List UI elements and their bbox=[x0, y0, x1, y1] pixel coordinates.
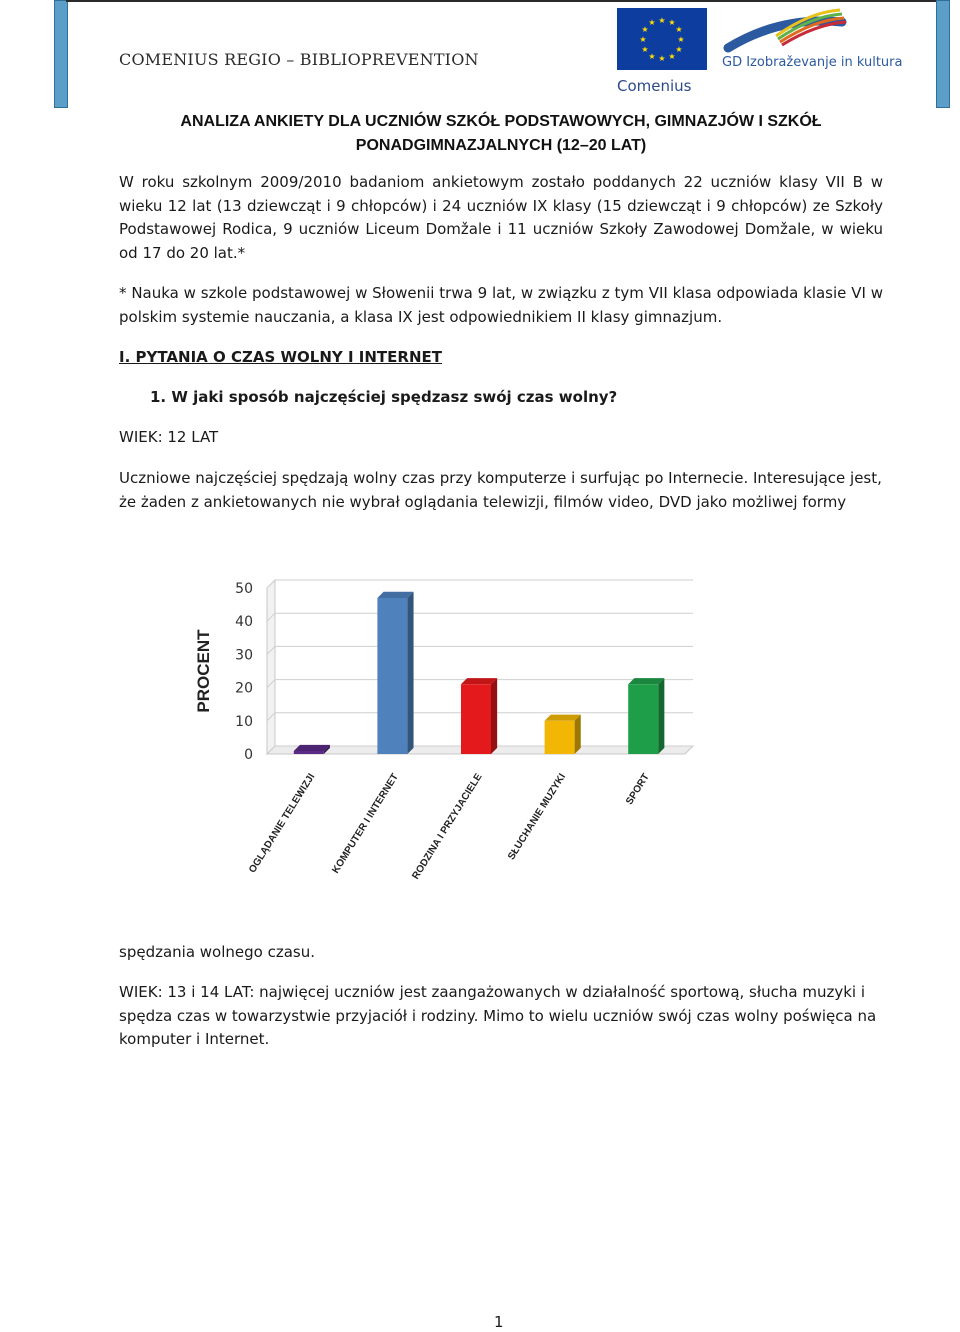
y-tick-label: 20 bbox=[235, 680, 253, 697]
result-12-paragraph: Uczniowe najczęściej spędzają wolny czas przy komputerze i surfując po Internecie. Interesujące jest, że żaden z ankietowanych nie wybrał oglądania telewizji, filmów video, DVD jako możliwej formy bbox=[119, 469, 882, 511]
chart-side-wall bbox=[267, 580, 275, 754]
chart-gridline bbox=[267, 580, 693, 588]
chart-gridline bbox=[267, 613, 693, 621]
age-12-label: WIEK: 12 LAT bbox=[119, 428, 219, 446]
question-heading: 1. W jaki sposób najczęściej spędzasz swój czas wolny? bbox=[150, 388, 618, 406]
gd-logo-text: GD Izobraževanje in kultura bbox=[722, 55, 903, 70]
left-margin-bar bbox=[54, 0, 68, 108]
svg-text:★: ★ bbox=[675, 45, 683, 54]
bar-side bbox=[491, 678, 497, 754]
x-category-label: SŁUCHANIE MUZYKI bbox=[506, 771, 569, 862]
result-12-continuation: spędzania wolnego czasu. bbox=[119, 943, 316, 961]
bar-side bbox=[658, 678, 664, 754]
document-title bbox=[119, 110, 883, 158]
svg-text:★: ★ bbox=[648, 52, 656, 61]
x-category-label: SPORT bbox=[624, 771, 652, 807]
svg-text:★: ★ bbox=[677, 35, 685, 44]
header-rule bbox=[66, 0, 936, 2]
x-category-label: KOMPUTER I INTERNET bbox=[330, 771, 401, 876]
bar-3 bbox=[545, 721, 575, 754]
bar-top bbox=[545, 715, 581, 721]
free-time-bar-chart bbox=[185, 566, 705, 886]
svg-text:★: ★ bbox=[658, 54, 666, 63]
svg-text:★: ★ bbox=[641, 25, 649, 34]
bar-top bbox=[628, 678, 664, 684]
svg-text:★: ★ bbox=[668, 18, 676, 27]
document-title-line-2: PONADGIMNAZJALNYCH (12–20 LAT) bbox=[355, 137, 647, 154]
y-tick-label: 0 bbox=[244, 747, 253, 763]
eu-flag-logo bbox=[617, 8, 707, 70]
chart-gridline bbox=[267, 646, 693, 654]
svg-text:★: ★ bbox=[675, 25, 683, 34]
header-title: COMENIUS REGIO – BIBLIOPREVENTION bbox=[119, 50, 479, 69]
intro-paragraph: W roku szkolnym 2009/2010 badaniom ankietowym zostało poddanych 22 uczniów klasy VII B w wieku 12 lat (13 dziewcząt i 9 chłopców) i 24 uczniów IX klasy (15 dziewcząt i 9 chłopców) ze Szkoły Podstawowej Rodica, 9 uczniów Liceum Domžale i 11 uczniów Szkoły Zawodowej Domžale, w wieku od 17 do 20 lat.* bbox=[119, 173, 883, 262]
right-margin-bar bbox=[936, 0, 950, 108]
y-tick-label: 30 bbox=[235, 647, 253, 664]
bar-side bbox=[575, 715, 581, 754]
x-category-label: RODZINA I PRZYJACIELE bbox=[410, 771, 485, 882]
y-tick-label: 40 bbox=[235, 614, 253, 631]
page-number: 1 bbox=[494, 1313, 504, 1331]
svg-text:★: ★ bbox=[658, 16, 666, 25]
section-heading: I. PYTANIA O CZAS WOLNY I INTERNET bbox=[119, 348, 442, 366]
age-13-14-label: WIEK: 13 i 14 LAT: bbox=[119, 983, 255, 1001]
bar-0 bbox=[294, 751, 324, 754]
gd-logo-icon bbox=[720, 6, 885, 58]
x-category-label: OGLĄDANIE TELEWIZJI bbox=[247, 771, 318, 876]
y-axis-label: PROCENT bbox=[194, 629, 213, 713]
bar-2 bbox=[461, 684, 491, 754]
bar-top bbox=[461, 678, 497, 684]
bar-1 bbox=[377, 598, 407, 754]
bar-top bbox=[294, 745, 330, 751]
svg-text:★: ★ bbox=[641, 45, 649, 54]
footnote-paragraph: * Nauka w szkole podstawowej w Słowenii trwa 9 lat, w związku z tym VII klasa odpowiada klasie VI w polskim systemie nauczania, a klasa IX jest odpowiednikiem II klasy gimnazjum. bbox=[119, 284, 883, 326]
bar-side bbox=[407, 592, 413, 754]
bar-4 bbox=[628, 684, 658, 754]
svg-text:★: ★ bbox=[668, 52, 676, 61]
y-tick-label: 50 bbox=[235, 581, 253, 597]
comenius-logo-text: Comenius bbox=[617, 77, 692, 95]
document-title-line-1: ANALIZA ANKIETY DLA UCZNIÓW SZKÓŁ PODSTAWOWYCH, GIMNAZJÓW I SZKÓŁ bbox=[180, 113, 822, 130]
svg-text:★: ★ bbox=[648, 18, 656, 27]
age-13-14-paragraph bbox=[119, 981, 883, 1052]
age-13-14-text: najwięcej uczniów jest zaangażowanych w działalność sportową, słucha muzyki i spędza czas w towarzystwie przyjaciół i rodziny. Mimo to wielu uczniów swój czas wolny poświęca na komputer i Internet. bbox=[119, 983, 877, 1048]
y-tick-label: 10 bbox=[235, 713, 253, 730]
bar-top bbox=[377, 592, 413, 598]
svg-text:★: ★ bbox=[639, 35, 647, 44]
